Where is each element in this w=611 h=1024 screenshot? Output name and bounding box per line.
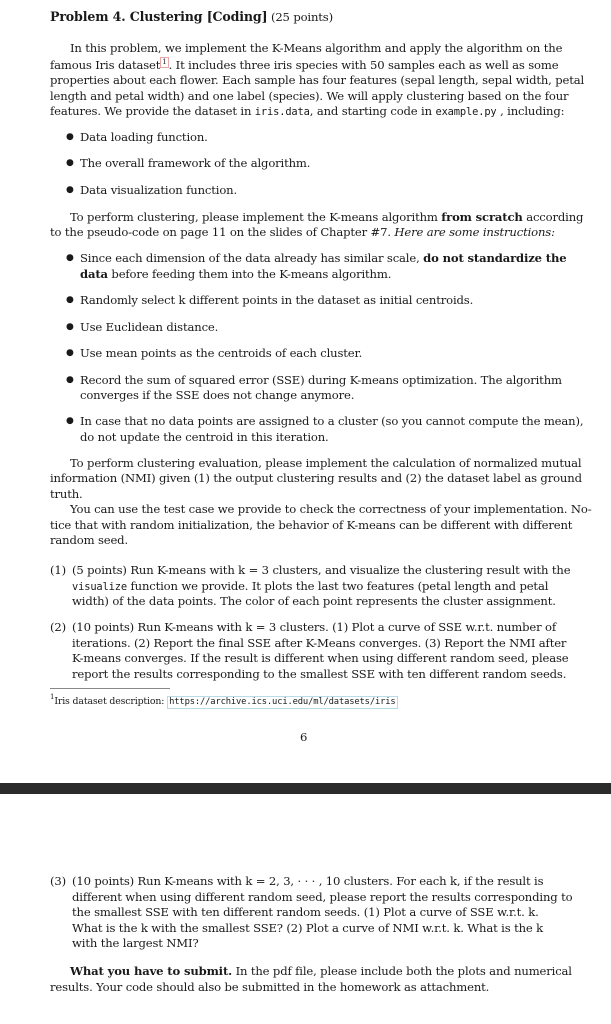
q1-number: (1) — [50, 563, 66, 577]
problem-heading — [50, 10, 333, 24]
intro-line-3: properties about each flower. Each sample has four features (sepal length, sepal width, petal — [50, 73, 585, 87]
q2-number: (2) — [50, 620, 66, 634]
q2-line-4: report the results corresponding to the smallest SSE with ten different random seeds. — [72, 667, 567, 681]
submit-heading: What you have to submit. — [70, 964, 233, 978]
q2-line-1: (10 points) Run K-means with k = 3 clusters. (1) Plot a curve of SSE w.r.t. number of — [72, 620, 557, 634]
bullet-icon: ● — [66, 132, 74, 142]
evaluation-line-2: information (NMI) given (1) the output clustering results and (2) the dataset label as ground — [50, 471, 582, 485]
perform-line-2: to the pseudo-code on page 11 on the slides of Chapter #7. Here are some instructions: — [50, 225, 555, 239]
q3-line-4: What is the k with the smallest SSE? (2) Plot a curve of NMI w.r.t. k. What is the k — [72, 921, 544, 935]
q3-line-2: different when using different random seed, please report the results corresponding to — [72, 890, 573, 904]
footnote-rule — [50, 688, 170, 689]
instruction-3: Use Euclidean distance. — [80, 320, 219, 334]
bullet-icon: ● — [66, 295, 74, 305]
problem-points: (25 points) — [270, 10, 333, 24]
instruction-5-line-1: Record the sum of squared error (SSE) during K-means optimization. The algorithm — [80, 373, 562, 387]
submit-line-1: What you have to submit. In the pdf file, please include both the plots and numerical — [70, 964, 572, 978]
footnote: $^1$Iris dataset description: https://archive.ics.uci.edu/ml/datasets/iris — [50, 693, 396, 707]
document-page-7 — [0, 794, 611, 1024]
evaluation-line-3: truth. — [50, 487, 83, 501]
footnote-url-link[interactable]: https://archive.ics.uci.edu/ml/datasets/iris — [169, 697, 396, 707]
bullet-icon: ● — [66, 158, 74, 168]
bullet-icon: ● — [66, 185, 74, 195]
evaluation-line-1: To perform clustering evaluation, please implement the calculation of normalized mutual — [70, 456, 582, 470]
q3-number: (3) — [50, 874, 66, 888]
testcase-line-2: tice that with random initialization, the behavior of K-means can be different with different — [50, 518, 573, 532]
instruction-6-line-2: do not update the centroid in this iteration. — [80, 430, 329, 444]
q3-line-1: (10 points) Run K-means with k = 2, 3, · · · , 10 clusters. For each k, if the result is — [72, 874, 544, 888]
intro-line-1: In this problem, we implement the K-Means algorithm and apply the algorithm on the — [70, 41, 563, 55]
q3-line-3: the smallest SSE with ten different random seeds. (1) Plot a curve of SSE w.r.t. k. — [72, 905, 539, 919]
provided-item: Data loading function. — [80, 130, 208, 144]
bullet-icon: ● — [66, 322, 74, 332]
provided-item: Data visualization function. — [80, 183, 238, 197]
provided-item: The overall framework of the algorithm. — [80, 156, 311, 170]
testcase-line-1: You can use the test case we provide to check the correctness of your implementation. No- — [70, 502, 592, 516]
file-iris-data: iris.data — [254, 106, 310, 118]
instruction-2: Randomly select k different points in the dataset as initial centroids. — [80, 293, 474, 307]
instruction-1-line-1: Since each dimension of the data already has similar scale, do not standardize the — [80, 251, 567, 265]
bullet-icon: ● — [66, 348, 74, 358]
q3-line-5: with the largest NMI? — [72, 936, 199, 950]
q2-line-3: K-means converges. If the result is different when using different random seed, please — [72, 651, 569, 665]
q1-line-1: (5 points) Run K-means with k = 3 clusters, and visualize the clustering result with the — [72, 563, 571, 577]
instruction-6-line-1: In case that no data points are assigned to a cluster (so you cannot compute the mean), — [80, 414, 584, 428]
q1-line-2: visualize function we provide. It plots the last two features (petal length and petal — [72, 579, 549, 593]
perform-line-1: To perform clustering, please implement the K-means algorithm from scratch according — [70, 210, 584, 224]
intro-line-4: length and petal width) and one label (species). We will apply clustering based on the four — [50, 89, 569, 103]
q1-line-3: width) of the data points. The color of each point represents the cluster assignment. — [72, 594, 556, 608]
instruction-4: Use mean points as the centroids of each cluster. — [80, 346, 363, 360]
q2-line-2: iterations. (2) Report the final SSE after K-Means converges. (3) Report the NMI after — [72, 636, 567, 650]
instruction-5-line-2: converges if the SSE does not change anymore. — [80, 388, 355, 402]
bullet-icon: ● — [66, 253, 74, 263]
file-example-py: example.py — [435, 106, 497, 118]
instruction-1-line-2: data before feeding them into the K-means algorithm. — [80, 267, 392, 281]
submit-line-2: results. Your code should also be submitted in the homework as attachment. — [50, 980, 490, 994]
intro-line-5: features. We provide the dataset in iris.data, and starting code in example.py , including: — [50, 104, 565, 118]
bullet-icon: ● — [66, 416, 74, 426]
code-visualize: visualize — [72, 581, 127, 593]
page-number: 6 — [300, 730, 308, 744]
footnote-ref-link[interactable]: 1 — [162, 58, 167, 66]
intro-line-2: famous Iris dataset 1 . It includes three iris species with 50 samples each as well as some — [50, 58, 559, 72]
page-separator — [0, 783, 611, 794]
testcase-line-3: random seed. — [50, 533, 128, 547]
problem-title: Problem 4. Clustering [Coding] — [50, 9, 268, 24]
bullet-icon: ● — [66, 375, 74, 385]
